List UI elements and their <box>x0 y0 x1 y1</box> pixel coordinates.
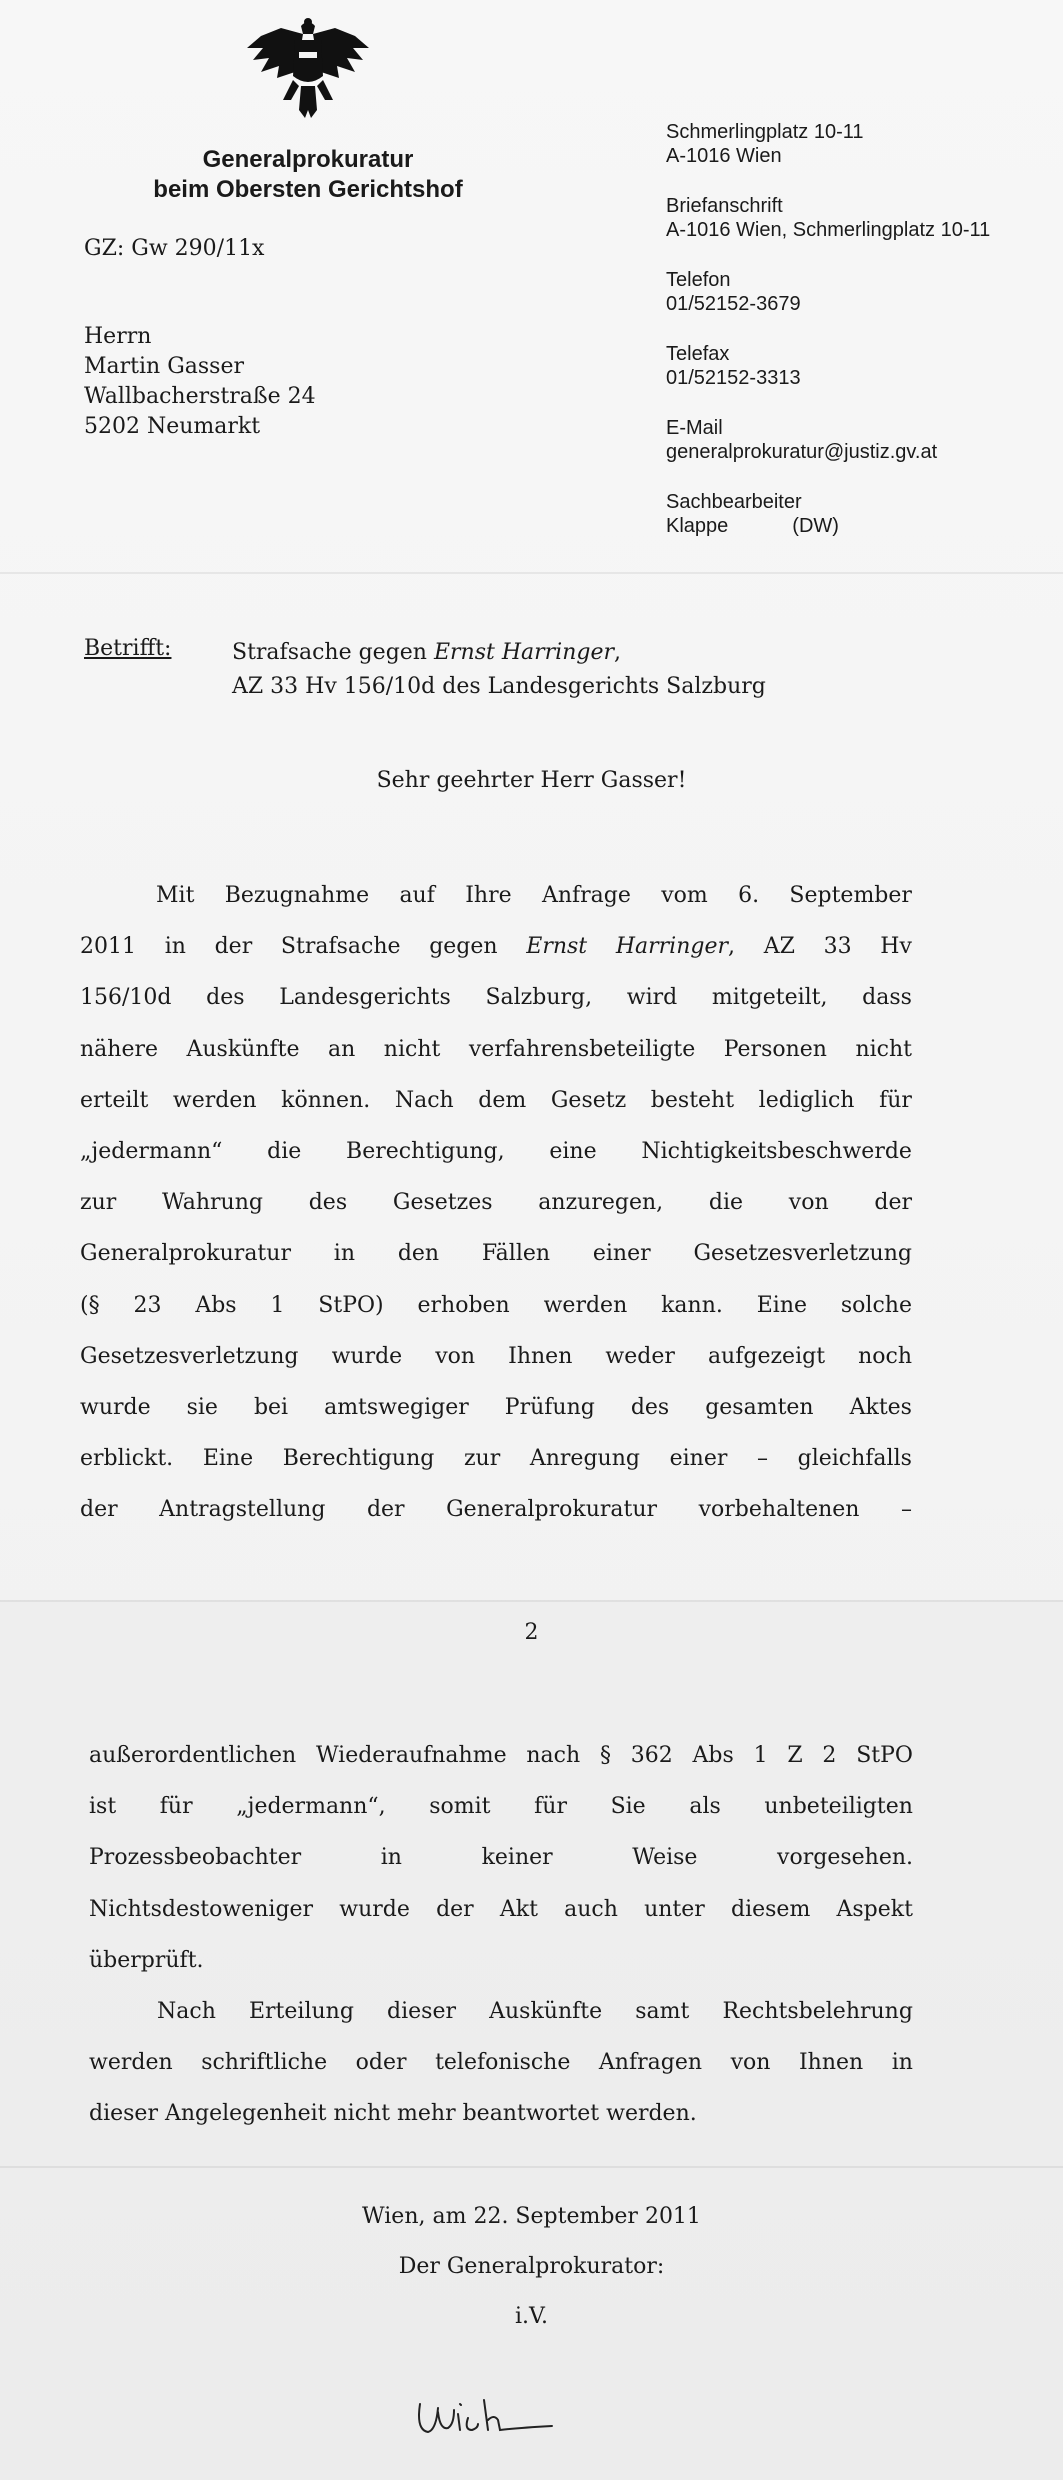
body-line: der Antragstellung der Generalprokuratur vorbehaltenen – <box>80 1497 912 1523</box>
subject-case: AZ 33 Hv 156/10d des Landesgerichts Salzburg <box>232 674 766 699</box>
salutation: Sehr geehrter Herr Gasser! <box>376 768 687 793</box>
office-name-line: beim Obersten Gerichtshof <box>153 176 463 203</box>
office-name <box>138 145 478 205</box>
contact-block <box>666 120 1036 564</box>
eagle-emblem-icon <box>243 14 373 119</box>
body-line: außerordentlichen Wiederaufnahme nach § 362 Abs 1 Z 2 StPO <box>89 1743 913 1768</box>
subject-prefix: Strafsache gegen <box>232 640 434 665</box>
body-page-2 <box>89 1730 913 2140</box>
place-date: Wien, am 22. September 2011 <box>362 2204 701 2229</box>
recipient-line: 5202 Neumarkt <box>84 414 261 439</box>
phone-label: Telefon <box>666 269 731 291</box>
extension-suffix: (DW) <box>792 515 839 537</box>
body-line: erblickt. Eine Berechtigung zur Anregung einer – gleichfalls <box>80 1446 912 1472</box>
clerk-label: Sachbearbeiter <box>666 491 802 513</box>
body-line: Generalprokuratur in den Fällen einer Gesetzesverletzung <box>80 1241 912 1267</box>
body-line: „jedermann“ die Berechtigung, eine Nichtigkeitsbeschwerde <box>80 1138 912 1164</box>
body-line: ist für „jedermann“, somit für Sie als unbeteiligten <box>89 1794 913 1820</box>
body-line: zur Wahrung des Gesetzes anzuregen, die von der <box>80 1190 912 1216</box>
signatory-title: Der Generalprokurator: <box>398 2254 665 2279</box>
body-line: erteilt werden können. Nach dem Gesetz besteht lediglich für <box>80 1087 912 1113</box>
body-line: dieser Angelegenheit nicht mehr beantwortet werden. <box>89 2101 697 2127</box>
reference-number: GZ: Gw 290/11x <box>84 236 265 261</box>
fax-number: 01/52152-3313 <box>666 367 801 389</box>
recipient-line: Herrn <box>84 324 152 349</box>
email-label: E-Mail <box>666 417 723 439</box>
office-name-line: Generalprokuratur <box>202 146 414 173</box>
body-line: (§ 23 Abs 1 StPO) erhoben werden kann. Eine solche <box>80 1292 912 1318</box>
recipient-address <box>84 322 316 442</box>
mail-label: Briefanschrift <box>666 195 783 217</box>
body-line: Gesetzesverletzung wurde von Ihnen weder aufgezeigt noch <box>80 1343 912 1369</box>
body-line: 156/10d des Landesgerichts Salzburg, wird mitgeteilt, dass <box>80 985 912 1011</box>
page-number: 2 <box>524 1620 539 1645</box>
body-line: 2011 in der Strafsache gegen Ernst Harringer, AZ 33 Hv <box>80 934 912 960</box>
signatory-iv: i.V. <box>514 2304 549 2329</box>
email-address: generalprokuratur@justiz.gv.at <box>666 441 938 463</box>
fax-label: Telefax <box>666 343 730 365</box>
fold-line <box>0 572 1063 574</box>
body-line: werden schriftliche oder telefonische Anfragen von Ihnen in <box>89 2050 913 2076</box>
body-line: Mit Bezugnahme auf Ihre Anfrage vom 6. September <box>156 883 912 908</box>
body-line: nähere Auskünfte an nicht verfahrensbeteiligte Personen nicht <box>80 1036 912 1062</box>
mail-address: A-1016 Wien, Schmerlingplatz 10-11 <box>666 219 991 241</box>
subject-defendant: Ernst Harringer <box>433 640 614 665</box>
body-line: überprüft. <box>89 1947 204 1973</box>
body-page-1 <box>80 870 912 1535</box>
recipient-line: Martin Gasser <box>84 354 245 379</box>
closing-block <box>0 2192 1063 2342</box>
subject-text <box>232 636 766 704</box>
body-line: Nichtsdestoweniger wurde der Akt auch unter diesem Aspekt <box>89 1896 913 1922</box>
address-city: A-1016 Wien <box>666 145 782 167</box>
body-line: Prozessbeobachter in keiner Weise vorgesehen. <box>89 1845 913 1871</box>
subject-comma: , <box>614 640 621 665</box>
address-street: Schmerlingplatz 10-11 <box>666 121 864 143</box>
handwritten-signature <box>412 2390 562 2440</box>
recipient-line: Wallbacherstraße 24 <box>84 384 316 409</box>
body-line: Nach Erteilung dieser Auskünfte samt Rechtsbelehrung <box>157 1998 913 2024</box>
body-line: wurde sie bei amtswegiger Prüfung des gesamten Aktes <box>80 1394 912 1420</box>
phone-number: 01/52152-3679 <box>666 293 801 315</box>
extension-label: Klappe <box>666 515 729 537</box>
subject-label: Betrifft: <box>84 636 172 661</box>
